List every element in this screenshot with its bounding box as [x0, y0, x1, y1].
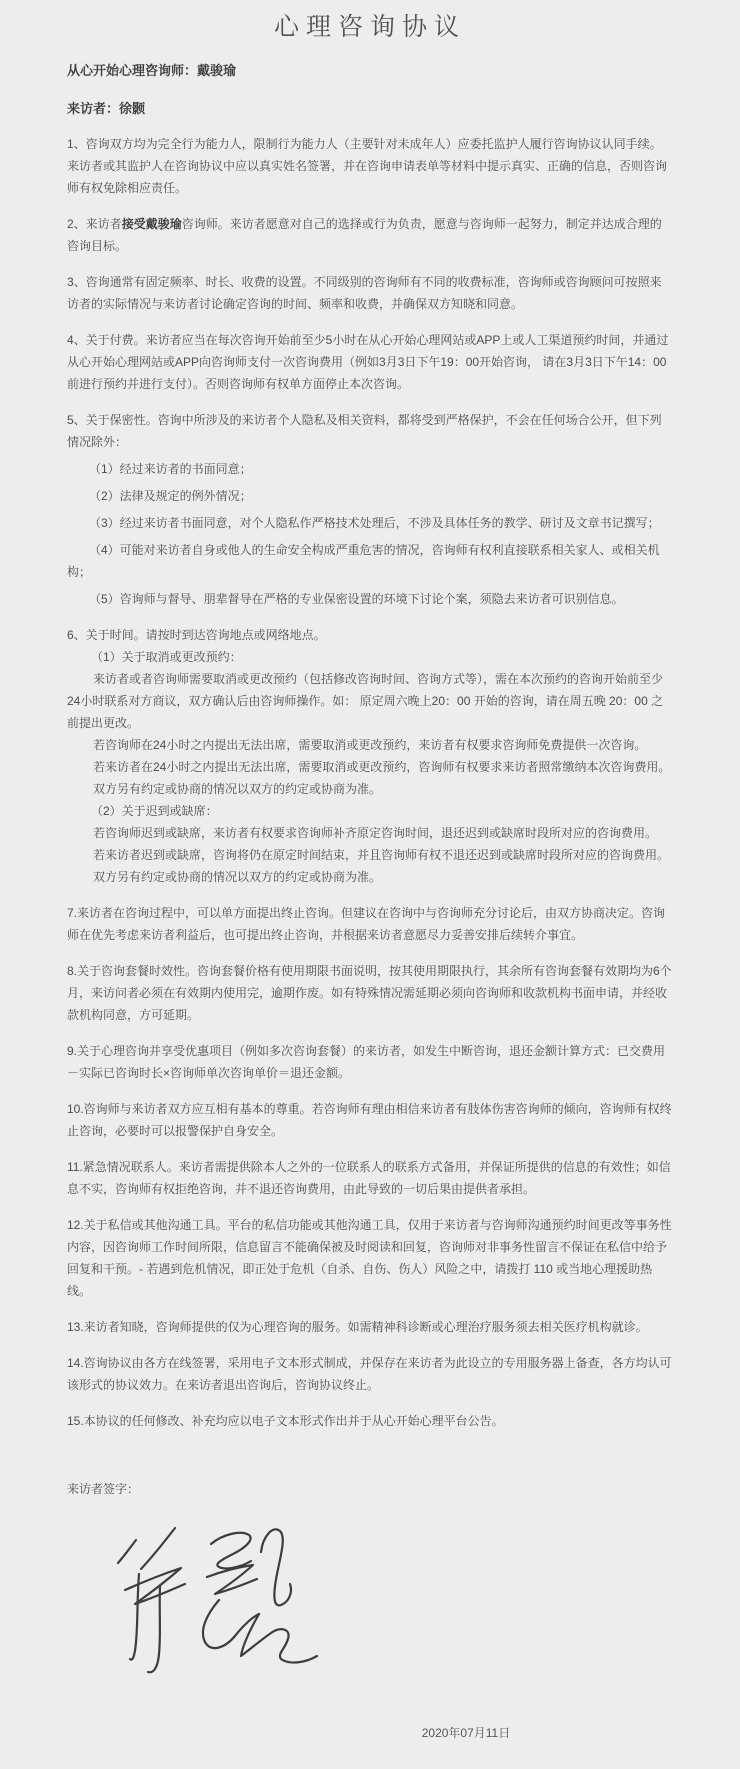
- text: 9.关于心理咨询并享受优惠项目（例如多次咨询套餐）的来访者，如发生中断咨询，退还金额计算方式：已交费用－实际已咨询时长×咨询师单次咨询单价＝退还金额。: [67, 1044, 666, 1080]
- paragraph: [67, 866, 673, 888]
- paragraph: [67, 1352, 673, 1396]
- text: 10.咨询师与来访者双方应互相有基本的尊重。若咨询师有理由相信来访者有肢体伤害咨询师的倾向，咨询师有权终止咨询，必要时可以报警保护自身安全。: [67, 1102, 672, 1138]
- text: （4）可能对来访者自身或他人的生命安全构成严重危害的情况，咨询师有权利直接联系相关家人、或相关机构；: [67, 543, 660, 579]
- text: （5）咨询师与督导、朋辈督导在严格的专业保密设置的环境下讨论个案，须隐去来访者可识别信息。: [89, 592, 624, 606]
- paragraph: [67, 822, 673, 844]
- paragraph: [67, 1040, 673, 1084]
- text: 咨询师。来访者愿意对自己的选择或行为负责，愿意与咨询师一起努力，制定并达成合理的咨询目标。: [67, 217, 662, 253]
- text: 4、关于付费。来访者应当在每次咨询开始前至少5小时在从心开始心理网站或APP上或人工渠道预约时间，并通过从心开始心理网站或APP向咨询师支付一次咨询费用（例如3月3日下午19：00开始咨询， 请在3月3日下午14：00前进行预约并进行支付）。否则咨询师有权单方面停止本次咨询。: [67, 333, 669, 391]
- text: （2）法律及规定的例外情况；: [89, 489, 252, 503]
- visitor-signature: [115, 1522, 325, 1680]
- signature-stroke: [203, 1600, 259, 1648]
- paragraph: [67, 668, 673, 734]
- text: 若来访者迟到或缺席，咨询将仍在原定时间结束，并且咨询师有权不退还迟到或缺席时段所对应的咨询费用。: [93, 848, 670, 862]
- signature-stroke: [241, 1614, 317, 1663]
- counselor-line: 从心开始心理咨询师：戴骏瑜: [67, 63, 237, 78]
- text: 1、咨询双方均为完全行为能力人，限制行为能力人（主要针对未成年人）应委托监护人履行咨询协议认同手续。来访者或其监护人在咨询协议中应以真实姓名签署，并在咨询申请表单等材料中提示真实、正确的信息，否则咨询师有权免除相应责任。: [67, 137, 668, 195]
- paragraph: [67, 1098, 673, 1142]
- paragraph: [67, 409, 673, 453]
- paragraph: [67, 133, 673, 199]
- paragraph: [67, 1156, 673, 1200]
- signature-stroke: [141, 1528, 175, 1569]
- paragraph: [67, 1316, 673, 1338]
- signature-stroke: [125, 1568, 185, 1604]
- paragraph: [67, 844, 673, 866]
- paragraph: [67, 588, 673, 610]
- text: 15.本协议的任何修改、补充均应以电子文本形式作出并于从心开始心理平台公告。: [67, 1414, 504, 1428]
- paragraph: [67, 624, 673, 646]
- text: （2）关于迟到或缺席：: [91, 804, 218, 818]
- signature-stroke: [211, 1533, 251, 1569]
- text: 8.关于咨询套餐时效性。咨询套餐价格有使用期限书面说明，按其使用期限执行，其余所有咨询套餐有效期均为6个月，来访问者必须在有效期内使用完，逾期作废。如有特殊情况需延期必须向咨询师和收款机构书面申请，并经收款机构同意，方可延期。: [67, 964, 672, 1022]
- paragraph: [67, 646, 673, 668]
- paragraph: [67, 778, 673, 800]
- signature-drawing: [115, 1522, 325, 1680]
- text: 来访者或者咨询师需要取消或更改预约（包括修改咨询时间、咨询方式等），需在本次预约的咨询开始前至少24小时联系对方商议，双方确认后由咨询师操作。如： 原定周六晚上20：00 开始的咨询，请在周五晚 20：00 之前提出更改。: [67, 672, 664, 730]
- signature-label: 来访者签字：: [67, 1482, 140, 1496]
- paragraph: [67, 512, 673, 534]
- signature-stroke: [261, 1529, 291, 1605]
- paragraph: [67, 213, 673, 257]
- paragraph: [67, 902, 673, 946]
- text: 11.紧急情况联系人。来访者需提供除本人之外的一位联系人的联系方式备用，并保证所提供的信息的有效性；如信息不实，咨询师有权拒绝咨询，并不退还咨询费用，由此导致的一切后果由提供者承担。: [67, 1160, 671, 1196]
- text: 12.关于私信或其他沟通工具。平台的私信功能或其他沟通工具，仅用于来访者与咨询师沟通预约时间更改等事务性内容，因咨询师工作时间所限，信息留言不能确保被及时阅读和回复，咨询师对非事务性留言不保证在私信中给予回复和干预。- 若遇到危机情况，即正处于危机（自杀、自伤、伤人）风险之中，请拨打 110 或当地心理援助热线。: [67, 1218, 672, 1298]
- document-date: 2020年07月11日: [421, 1726, 511, 1740]
- text: 7.来访者在咨询过程中，可以单方面提出终止咨询。但建议在咨询中与咨询师充分讨论后，由双方协商决定。咨询师在优先考虑来访者利益后，也可提出终止咨询，并根据来访者意愿尽力妥善安排后续转介事宜。: [67, 906, 666, 942]
- text: 14.咨询协议由各方在线签署，采用电子文本形式制成，并保存在来访者为此设立的专用服务器上备查，各方均认可该形式的协议效力。在来访者退出咨询后，咨询协议终止。: [67, 1356, 672, 1392]
- text: 6、关于时间。请按时到达咨询地点或网络地点。: [67, 628, 326, 642]
- page-title: 心理咨询协议: [273, 13, 466, 41]
- text: 13.来访者知晓，咨询师提供的仅为心理咨询的服务。如需精神科诊断或心理治疗服务须去相关医疗机构就诊。: [67, 1320, 648, 1334]
- text: 5、关于保密性。咨询中所涉及的来访者个人隐私及相关资料，都将受到严格保护，不会在任何场合公开，但下列情况除外：: [67, 413, 662, 449]
- visitor-line: 来访者：徐颢: [67, 101, 146, 116]
- paragraph: [67, 960, 673, 1026]
- paragraph: [67, 800, 673, 822]
- paragraph: [67, 1410, 673, 1432]
- signature-stroke: [207, 1565, 257, 1594]
- text: （1）经过来访者的书面同意；: [89, 462, 252, 476]
- paragraph: [67, 539, 673, 583]
- text: 若咨询师在24小时之内提出无法出席，需要取消或更改预约，来访者有权要求咨询师免费提供一次咨询。: [93, 738, 647, 752]
- text: （1）关于取消或更改预约：: [91, 650, 242, 664]
- text: （3）经过来访者书面同意，对个人隐私作严格技术处理后，不涉及具体任务的教学、研讨及文章书记撰写；: [89, 516, 660, 530]
- paragraph: [67, 756, 673, 778]
- text: 3、咨询通常有固定频率、时长、收费的设置。不同级别的咨询师有不同的收费标准，咨询师或咨询顾问可按照来访者的实际情况与来访者讨论确定咨询的时间、频率和收费，并确保双方知晓和同意。: [67, 275, 662, 311]
- agreement-body: [67, 133, 673, 1432]
- signature-stroke: [118, 1540, 136, 1563]
- bold-text: 接受戴骏瑜: [121, 217, 182, 231]
- paragraph: [67, 329, 673, 395]
- paragraph: [67, 485, 673, 507]
- text: 双方另有约定或协商的情况以双方的约定或协商为准。: [93, 782, 382, 796]
- text: 若来访者在24小时之内提出无法出席，需要取消或更改预约，咨询师有权要求来访者照常缴纳本次咨询费用。: [93, 760, 671, 774]
- paragraph: [67, 271, 673, 315]
- paragraph: [67, 458, 673, 480]
- text: 若咨询师迟到或缺席，来访者有权要求咨询师补齐原定咨询时间，退还迟到或缺席时段所对应的咨询费用。: [93, 826, 658, 840]
- paragraph: [67, 1214, 673, 1302]
- text: 双方另有约定或协商的情况以双方的约定或协商为准。: [93, 870, 382, 884]
- paragraph: [67, 734, 673, 756]
- text: 2、来访者: [67, 217, 122, 231]
